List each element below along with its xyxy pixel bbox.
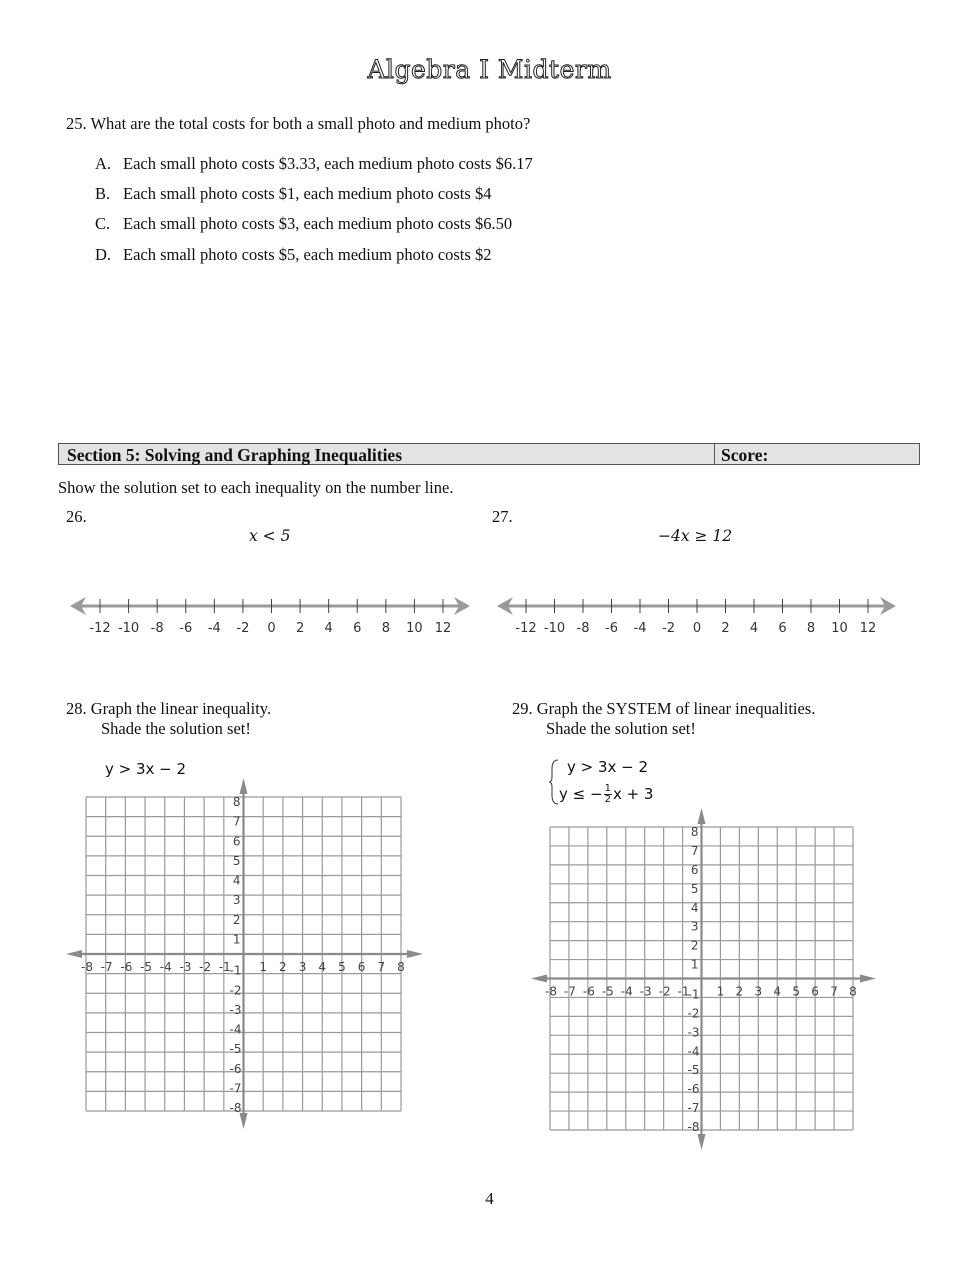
coordinate-grid-29[interactable] [531, 808, 876, 1150]
x-tick-label: -8 [545, 984, 557, 999]
option-letter: D. [95, 245, 112, 264]
number-line-tick-label: 2 [295, 621, 305, 636]
option-letter: A. [95, 154, 112, 173]
number-line-tick-label: 4 [324, 621, 333, 636]
y-tick-label: 7 [232, 814, 241, 829]
y-tick-label: 3 [690, 919, 699, 934]
y-tick-label: -5 [229, 1042, 242, 1057]
x-tick-label: -3 [179, 960, 192, 974]
question-25-prompt: 25. What are the total costs for both a small photo and medium photo? [66, 114, 531, 133]
question-28-prompt: 28. Graph the linear inequality. [66, 699, 272, 718]
y-tick-label: 5 [690, 881, 699, 896]
number-line-tick-label: -10 [543, 621, 566, 636]
option-text: Each small photo costs $1, each medium photo costs $4 [123, 184, 492, 203]
x-tick-label: 4 [318, 960, 327, 974]
question-29-inequality-1: y > 3x − 2 [567, 758, 649, 776]
number-line-tick-label: -8 [150, 621, 164, 636]
y-tick-label: 8 [690, 825, 699, 839]
x-tick-label: -5 [601, 984, 614, 999]
x-tick-label: 5 [792, 984, 801, 999]
arrow-left-icon [66, 950, 82, 958]
x-tick-label: -4 [159, 960, 172, 974]
number-line-tick-label: 0 [267, 621, 276, 636]
x-tick-label: -1 [218, 960, 231, 974]
number-line-tick-label: 8 [381, 621, 390, 636]
arrow-down-icon [698, 1134, 706, 1150]
y-tick-label: 5 [232, 853, 241, 868]
number-line-tick-label: -6 [605, 621, 618, 636]
y-tick-label: -3 [229, 1002, 242, 1017]
number-line-tick-label: -12 [89, 621, 111, 636]
score-label: Score: [721, 445, 769, 465]
x-tick-label: -4 [620, 984, 633, 999]
number-line-tick-label: -10 [117, 621, 140, 636]
question-29-instruction: Shade the solution set! [546, 719, 696, 738]
y-tick-label: -4 [687, 1044, 700, 1059]
x-tick-label: 2 [279, 960, 287, 974]
x-tick-label: 3 [754, 984, 763, 999]
option-text: Each small photo costs $3.33, each medium photo costs $6.17 [123, 154, 533, 173]
number-line-tick-label: 12 [434, 621, 452, 636]
arrow-up-icon [240, 778, 248, 794]
x-tick-label: -2 [658, 984, 671, 999]
x-tick-label: -3 [639, 984, 652, 999]
number-line-tick-label: 12 [859, 621, 877, 636]
fraction-denominator: 2 [604, 794, 611, 805]
option-text: Each small photo costs $5, each medium photo costs $2 [123, 245, 492, 264]
inequality-2-prefix: y ≤ − [559, 785, 603, 803]
question-28-instruction: Shade the solution set! [101, 719, 251, 738]
arrow-up-icon [698, 808, 706, 824]
question-26-inequality: x < 5 [249, 527, 291, 545]
number-line-tick-label: -8 [576, 621, 590, 636]
x-tick-label: 5 [338, 960, 346, 974]
y-tick-label: -4 [229, 1022, 242, 1037]
number-line-tick-label: 8 [806, 621, 816, 636]
x-tick-label: 6 [357, 960, 366, 974]
question-29-prompt: 29. Graph the SYSTEM of linear inequalities. [512, 699, 816, 718]
y-tick-label: 4 [690, 900, 699, 915]
option-letter: C. [95, 214, 111, 233]
x-tick-label: 7 [377, 960, 386, 974]
number-line-tick-label: 10 [831, 621, 848, 636]
y-tick-label: -2 [687, 1006, 700, 1021]
y-tick-label: -8 [687, 1120, 700, 1134]
option-text: Each small photo costs $3, each medium photo costs $6.50 [123, 214, 513, 233]
y-tick-label: -6 [687, 1082, 700, 1097]
y-tick-label: 2 [690, 938, 699, 953]
y-tick-label: -3 [687, 1025, 700, 1040]
inequality-2-suffix: x + 3 [612, 785, 654, 803]
y-tick-label: 1 [232, 932, 241, 947]
arrow-down-icon [240, 1113, 248, 1129]
x-tick-label: 2 [735, 984, 744, 999]
y-tick-label: -5 [687, 1063, 700, 1078]
y-tick-label: 7 [690, 843, 699, 858]
x-tick-label: -7 [563, 984, 576, 999]
number-line-tick-label: 10 [406, 621, 423, 636]
arrow-left-icon [531, 975, 547, 983]
x-tick-label: 6 [811, 984, 819, 999]
y-tick-label: 6 [690, 862, 699, 877]
x-tick-label: 1 [259, 960, 268, 974]
number-line-tick-label: -12 [515, 621, 537, 636]
y-tick-label: -1 [229, 963, 242, 978]
x-tick-label: 7 [830, 984, 838, 999]
section-title: Section 5: Solving and Graphing Inequalities [67, 445, 403, 465]
question-27-number: 27. [492, 507, 513, 526]
x-tick-label: 3 [298, 960, 307, 974]
x-tick-label: -1 [677, 984, 690, 999]
x-tick-label: -6 [582, 984, 595, 999]
fraction-numerator: 1 [604, 783, 611, 794]
y-tick-label: -1 [687, 987, 700, 1002]
page-title: Algebra I Midterm [367, 55, 612, 84]
number-line-tick-label: -4 [207, 621, 221, 636]
x-tick-label: -6 [120, 960, 133, 974]
coordinate-grid-28[interactable] [66, 778, 423, 1129]
number-line-tick-label: 0 [692, 621, 702, 636]
x-tick-label: 8 [849, 984, 857, 999]
x-tick-label: -5 [140, 960, 153, 974]
number-line-tick-label: 4 [749, 621, 759, 636]
y-tick-label: 3 [232, 893, 241, 908]
number-line-tick-label: 6 [353, 621, 362, 636]
y-tick-label: -8 [229, 1101, 242, 1115]
number-line-tick-label: -2 [662, 621, 675, 636]
arrow-right-icon [860, 975, 876, 983]
number-line-tick-label: -6 [179, 621, 193, 636]
y-tick-label: -7 [229, 1081, 242, 1096]
x-tick-label: -8 [81, 960, 93, 974]
question-26-number: 26. [66, 507, 87, 526]
number-line-tick-label: -4 [633, 621, 647, 636]
option-letter: B. [95, 184, 111, 203]
y-tick-label: -6 [229, 1061, 242, 1076]
y-tick-label: -7 [687, 1101, 700, 1116]
y-tick-label: 1 [690, 957, 699, 972]
y-tick-label: -2 [229, 983, 242, 998]
question-27-inequality: −4x ≥ 12 [658, 527, 733, 545]
number-line-tick-label: 6 [778, 621, 787, 636]
x-tick-label: 4 [773, 984, 782, 999]
arrow-right-icon [407, 950, 423, 958]
x-tick-label: -7 [100, 960, 113, 974]
x-tick-label: -2 [199, 960, 212, 974]
number-line-tick-label: 2 [721, 621, 730, 636]
y-tick-label: 2 [232, 912, 241, 927]
x-tick-label: 8 [397, 960, 405, 974]
y-tick-label: 6 [232, 834, 241, 849]
number-line-tick-label: -2 [236, 621, 250, 636]
x-tick-label: 1 [716, 984, 725, 999]
question-28-inequality: y > 3x − 2 [105, 760, 187, 778]
page-number: 4 [485, 1189, 494, 1208]
y-tick-label: 4 [232, 873, 241, 888]
section-instruction: Show the solution set to each inequality on the number line. [58, 478, 454, 497]
y-tick-label: 8 [232, 795, 241, 809]
